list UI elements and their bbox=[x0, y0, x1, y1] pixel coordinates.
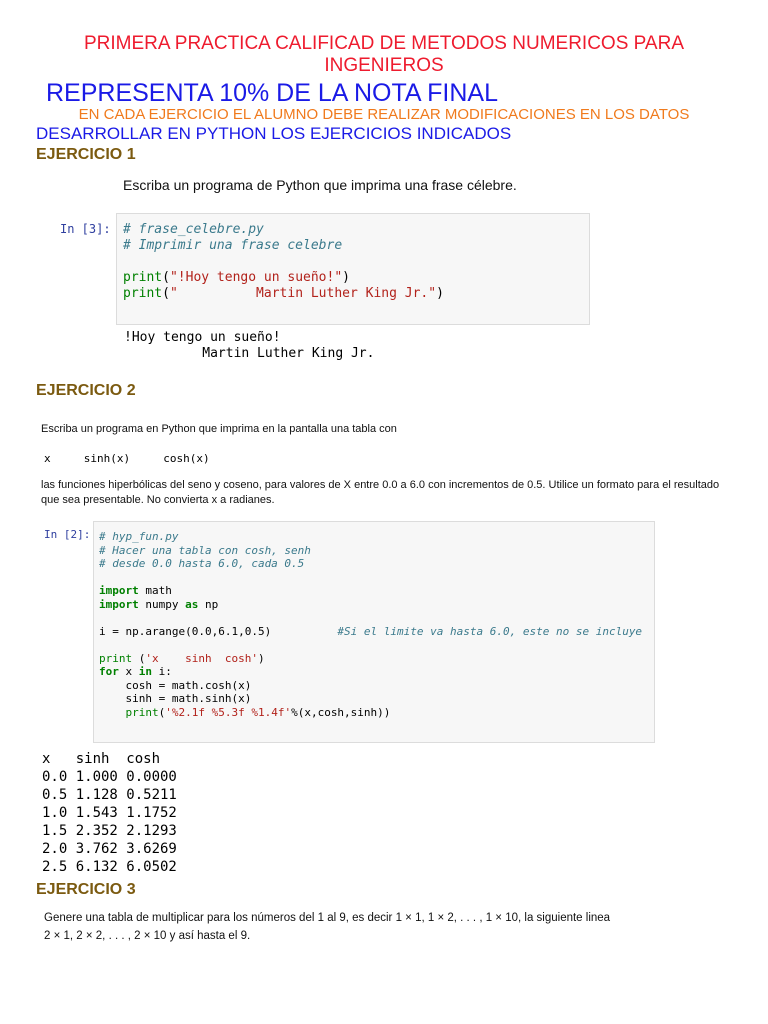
code-string: 'x sinh cosh' bbox=[145, 651, 258, 665]
output-row: 2.0 3.762 3.6269 bbox=[42, 841, 177, 857]
exercise-3-description-2: 2 × 1, 2 × 2, . . . , 2 × 10 y así hasta el 9. bbox=[44, 930, 251, 942]
modification-instruction: EN CADA EJERCICIO EL ALUMNO DEBE REALIZAR MODIFICACIONES EN LOS DATOS bbox=[78, 106, 690, 123]
code-paren: ) bbox=[342, 270, 350, 285]
exercise-2-input-prompt: In [2]: bbox=[44, 528, 91, 541]
code-print: print bbox=[99, 705, 159, 719]
exercise-3-heading: EJERCICIO 3 bbox=[36, 881, 136, 898]
output-row: 0.0 1.000 0.0000 bbox=[42, 769, 177, 785]
code-keyword: as bbox=[185, 597, 199, 611]
exercise-2-description-1: Escriba un programa en Python que imprima en la pantalla una tabla con bbox=[41, 423, 397, 435]
code-string: " Martin Luther King Jr." bbox=[169, 286, 437, 301]
code-module: math bbox=[138, 584, 172, 597]
output-row: 1.5 2.352 2.1293 bbox=[42, 823, 177, 839]
exercise-2-description-2: las funciones hiperbólicas del seno y coseno, para valores de X entre 0.0 a 6.0 con incrementos de 0.5. Utilice un formato para el resultado que sea presentable. No convierta x a radianes. bbox=[41, 479, 720, 506]
code-keyword: import bbox=[99, 584, 139, 597]
exercise-1-heading: EJERCICIO 1 bbox=[36, 146, 136, 163]
exercise-2-code-cell bbox=[93, 521, 655, 743]
code-iter: i: bbox=[152, 665, 172, 678]
code-print: print bbox=[123, 270, 163, 285]
output-row: 2.5 6.132 6.0502 bbox=[42, 859, 177, 875]
code-paren: ( bbox=[132, 651, 146, 665]
code-paren: ( bbox=[158, 705, 166, 719]
code-paren: ) bbox=[257, 651, 265, 665]
exercise-3-description-1: Genere una tabla de multiplicar para los números del 1 al 9, es decir 1 × 1, 1 × 2, . . . , 1 × 10, la siguiente linea bbox=[44, 912, 611, 924]
code-sinh-line: sinh = math.sinh(x) bbox=[99, 692, 252, 705]
exercise-1-description: Escriba un programa de Python que imprima una frase célebre. bbox=[123, 177, 517, 193]
code-alias: np bbox=[198, 597, 219, 611]
exercise-2-heading: EJERCICIO 2 bbox=[36, 382, 136, 399]
grade-weight-notice: REPRESENTA 10% DE LA NOTA FINAL bbox=[46, 79, 499, 107]
code-print: print bbox=[99, 651, 133, 665]
code-print: print bbox=[123, 286, 163, 301]
exercise-2-columns: x sinh(x) cosh(x) bbox=[44, 452, 210, 465]
code-keyword: import bbox=[99, 597, 139, 611]
code-comment: # frase_celebre.py bbox=[123, 222, 264, 237]
code-args: %(x,cosh,sinh)) bbox=[291, 705, 391, 719]
code-module: numpy bbox=[138, 597, 186, 611]
code-paren: ( bbox=[162, 270, 170, 285]
code-comment: # desde 0.0 hasta 6.0, cada 0.5 bbox=[99, 557, 305, 570]
output-row: 1.0 1.543 1.1752 bbox=[42, 805, 177, 821]
code-paren: ) bbox=[436, 286, 444, 301]
code-comment: # hyp_fun.py bbox=[99, 530, 179, 543]
exercise-1-input-prompt: In [3]: bbox=[60, 222, 111, 236]
code-paren: ( bbox=[162, 286, 170, 301]
code-comment: #Si el limite va hasta 6.0, este no se incluye bbox=[337, 624, 643, 638]
exercise-2-output bbox=[42, 750, 177, 876]
code-arange: i = np.arange(0.0,6.1,0.5) bbox=[99, 624, 272, 638]
code-comment: # Imprimir una frase celebre bbox=[123, 238, 343, 253]
code-keyword: for bbox=[99, 665, 119, 678]
code-comment: # Hacer una tabla con cosh, senh bbox=[99, 543, 311, 557]
exercise-1-code-cell bbox=[116, 213, 590, 325]
document-title: PRIMERA PRACTICA CALIFICAD DE METODOS NUMERICOS PARA INGENIEROS bbox=[83, 33, 684, 76]
python-instruction: DESARROLLAR EN PYTHON LOS EJERCICIOS INDICADOS bbox=[36, 124, 512, 143]
code-string: '%2.1f %5.3f %1.4f' bbox=[165, 705, 292, 719]
output-row: 0.5 1.128 0.5211 bbox=[42, 787, 177, 803]
code-string: "!Hoy tengo un sueño!" bbox=[169, 270, 343, 285]
code-keyword: in bbox=[138, 665, 152, 678]
code-cosh-line: cosh = math.cosh(x) bbox=[99, 678, 252, 692]
output-header: x sinh cosh bbox=[42, 751, 161, 767]
code-var: x bbox=[118, 665, 139, 678]
exercise-1-output: !Hoy tengo un sueño! Martin Luther King Jr. bbox=[124, 330, 375, 361]
